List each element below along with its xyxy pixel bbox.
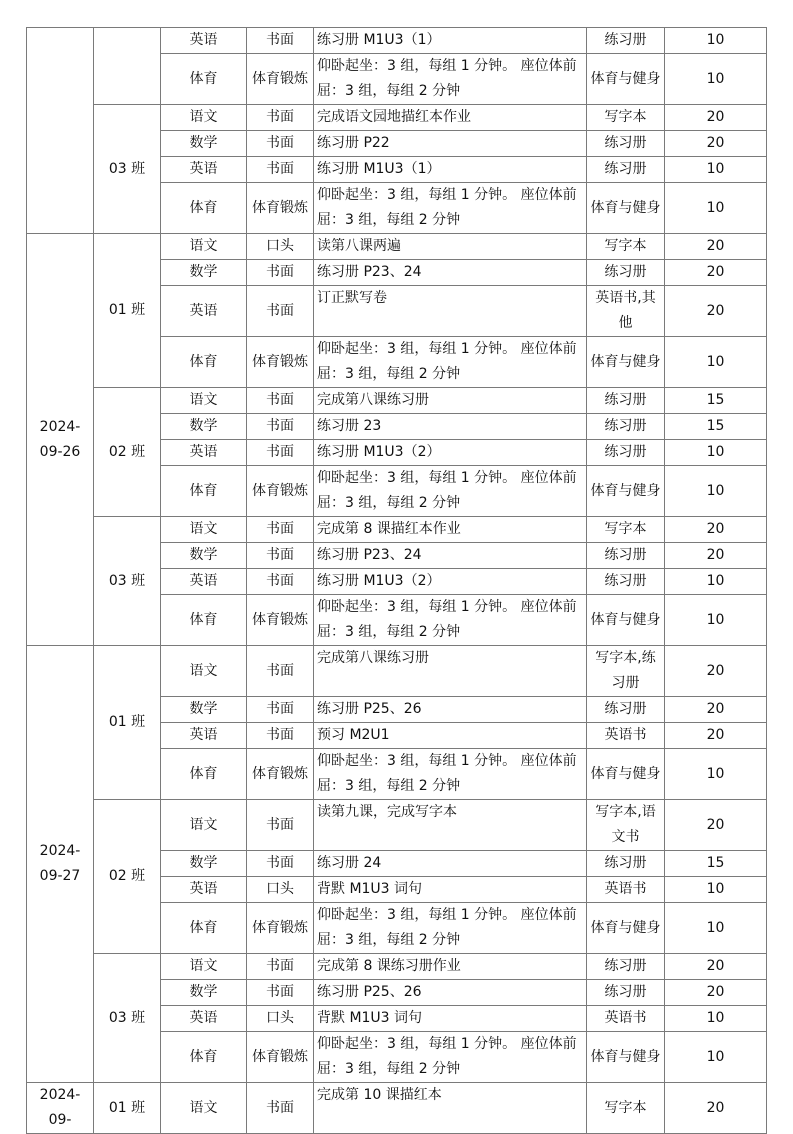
- homework-table-body: [27, 28, 767, 1134]
- homework-type-cell: 口头: [247, 1006, 314, 1032]
- homework-carrier-cell: 练习册: [587, 131, 665, 157]
- homework-type-cell: 体育锻炼: [247, 749, 314, 800]
- homework-carrier-cell: 写字本: [587, 1083, 665, 1134]
- homework-type-cell: 书面: [247, 131, 314, 157]
- homework-content-cell: 练习册 P25、26: [314, 697, 587, 723]
- table-row: [27, 646, 767, 697]
- homework-content-cell: 练习册 M1U3（2）: [314, 569, 587, 595]
- homework-carrier-cell: 练习册: [587, 28, 665, 54]
- subject-cell: 英语: [161, 569, 247, 595]
- homework-carrier-cell: 英语书: [587, 1006, 665, 1032]
- date-cell: 2024-09-27: [27, 646, 94, 1083]
- homework-carrier-cell: 练习册: [587, 388, 665, 414]
- homework-carrier-cell: 体育与健身: [587, 54, 665, 105]
- duration-cell: 10: [665, 569, 767, 595]
- homework-carrier-cell: 练习册: [587, 851, 665, 877]
- homework-type-cell: 书面: [247, 697, 314, 723]
- homework-type-cell: 书面: [247, 723, 314, 749]
- subject-cell: 语文: [161, 388, 247, 414]
- homework-content-cell: 背默 M1U3 词句: [314, 1006, 587, 1032]
- subject-cell: 语文: [161, 954, 247, 980]
- subject-cell: 体育: [161, 54, 247, 105]
- table-row: [27, 1083, 767, 1134]
- homework-content-cell: 仰卧起坐：3 组，每组 1 分钟。 座位体前屈：3 组，每组 2 分钟: [314, 903, 587, 954]
- homework-carrier-cell: 练习册: [587, 697, 665, 723]
- homework-type-cell: 书面: [247, 157, 314, 183]
- duration-cell: 10: [665, 337, 767, 388]
- table-row: [27, 234, 767, 260]
- homework-type-cell: 书面: [247, 28, 314, 54]
- homework-content-cell: 完成第八课练习册: [314, 646, 587, 697]
- duration-cell: 20: [665, 517, 767, 543]
- subject-cell: 语文: [161, 105, 247, 131]
- homework-content-cell: 练习册 M1U3（2）: [314, 440, 587, 466]
- homework-carrier-cell: 练习册: [587, 980, 665, 1006]
- duration-cell: 10: [665, 440, 767, 466]
- homework-type-cell: 体育锻炼: [247, 54, 314, 105]
- class-cell: 03 班: [94, 105, 161, 234]
- subject-cell: 数学: [161, 414, 247, 440]
- homework-carrier-cell: 体育与健身: [587, 595, 665, 646]
- homework-carrier-cell: 写字本: [587, 517, 665, 543]
- homework-type-cell: 书面: [247, 800, 314, 851]
- homework-carrier-cell: 练习册: [587, 954, 665, 980]
- table-row: [27, 954, 767, 980]
- homework-content-cell: 练习册 P25、26: [314, 980, 587, 1006]
- subject-cell: 英语: [161, 28, 247, 54]
- homework-carrier-cell: 写字本: [587, 105, 665, 131]
- homework-carrier-cell: 写字本: [587, 234, 665, 260]
- homework-carrier-cell: 练习册: [587, 543, 665, 569]
- homework-carrier-cell: 写字本,语文书: [587, 800, 665, 851]
- subject-cell: 英语: [161, 286, 247, 337]
- homework-type-cell: 书面: [247, 851, 314, 877]
- subject-cell: 体育: [161, 337, 247, 388]
- duration-cell: 20: [665, 105, 767, 131]
- homework-carrier-cell: 体育与健身: [587, 337, 665, 388]
- duration-cell: 20: [665, 286, 767, 337]
- table-row: [27, 28, 767, 54]
- homework-carrier-cell: 练习册: [587, 414, 665, 440]
- homework-content-cell: 练习册 23: [314, 414, 587, 440]
- homework-type-cell: 体育锻炼: [247, 337, 314, 388]
- table-row: [27, 105, 767, 131]
- homework-content-cell: 练习册 M1U3（1）: [314, 28, 587, 54]
- subject-cell: 体育: [161, 749, 247, 800]
- duration-cell: 20: [665, 723, 767, 749]
- subject-cell: 语文: [161, 517, 247, 543]
- class-cell: 02 班: [94, 388, 161, 517]
- homework-type-cell: 口头: [247, 234, 314, 260]
- class-cell: 03 班: [94, 517, 161, 646]
- table-row: [27, 800, 767, 851]
- homework-type-cell: 书面: [247, 569, 314, 595]
- homework-type-cell: 书面: [247, 980, 314, 1006]
- class-cell: 01 班: [94, 234, 161, 388]
- homework-content-cell: 仰卧起坐：3 组，每组 1 分钟。 座位体前屈：3 组，每组 2 分钟: [314, 466, 587, 517]
- homework-content-cell: 仰卧起坐：3 组，每组 1 分钟。 座位体前屈：3 组，每组 2 分钟: [314, 1032, 587, 1083]
- class-cell: 02 班: [94, 800, 161, 954]
- homework-type-cell: 体育锻炼: [247, 595, 314, 646]
- homework-carrier-cell: 体育与健身: [587, 466, 665, 517]
- homework-type-cell: 书面: [247, 414, 314, 440]
- duration-cell: 10: [665, 749, 767, 800]
- homework-content-cell: 预习 M2U1: [314, 723, 587, 749]
- homework-content-cell: 仰卧起坐：3 组，每组 1 分钟。 座位体前屈：3 组，每组 2 分钟: [314, 749, 587, 800]
- homework-carrier-cell: 体育与健身: [587, 749, 665, 800]
- homework-carrier-cell: 写字本,练习册: [587, 646, 665, 697]
- duration-cell: 20: [665, 131, 767, 157]
- subject-cell: 数学: [161, 260, 247, 286]
- homework-carrier-cell: 体育与健身: [587, 1032, 665, 1083]
- subject-cell: 语文: [161, 800, 247, 851]
- duration-cell: 10: [665, 54, 767, 105]
- subject-cell: 英语: [161, 877, 247, 903]
- duration-cell: 20: [665, 980, 767, 1006]
- homework-carrier-cell: 英语书,其他: [587, 286, 665, 337]
- duration-cell: 10: [665, 183, 767, 234]
- duration-cell: 10: [665, 877, 767, 903]
- homework-content-cell: 练习册 M1U3（1）: [314, 157, 587, 183]
- duration-cell: 10: [665, 1032, 767, 1083]
- homework-carrier-cell: 英语书: [587, 877, 665, 903]
- homework-type-cell: 体育锻炼: [247, 903, 314, 954]
- duration-cell: 20: [665, 234, 767, 260]
- subject-cell: 数学: [161, 851, 247, 877]
- class-cell: 03 班: [94, 954, 161, 1083]
- homework-carrier-cell: 体育与健身: [587, 183, 665, 234]
- homework-type-cell: 书面: [247, 954, 314, 980]
- class-cell: 01 班: [94, 1083, 161, 1134]
- duration-cell: 20: [665, 1083, 767, 1134]
- homework-type-cell: 书面: [247, 646, 314, 697]
- duration-cell: 20: [665, 800, 767, 851]
- homework-type-cell: 口头: [247, 877, 314, 903]
- date-cell: [27, 28, 94, 234]
- subject-cell: 英语: [161, 157, 247, 183]
- homework-content-cell: 订正默写卷: [314, 286, 587, 337]
- homework-content-cell: 完成第八课练习册: [314, 388, 587, 414]
- duration-cell: 15: [665, 388, 767, 414]
- homework-type-cell: 体育锻炼: [247, 1032, 314, 1083]
- subject-cell: 体育: [161, 466, 247, 517]
- class-cell: [94, 28, 161, 105]
- duration-cell: 15: [665, 414, 767, 440]
- homework-content-cell: 仰卧起坐：3 组，每组 1 分钟。 座位体前屈：3 组，每组 2 分钟: [314, 337, 587, 388]
- homework-content-cell: 完成第 10 课描红本: [314, 1083, 587, 1134]
- date-cell: 2024-09-26: [27, 234, 94, 646]
- homework-content-cell: 仰卧起坐：3 组，每组 1 分钟。 座位体前屈：3 组，每组 2 分钟: [314, 183, 587, 234]
- homework-content-cell: 读第九课，完成写字本: [314, 800, 587, 851]
- subject-cell: 体育: [161, 1032, 247, 1083]
- homework-type-cell: 书面: [247, 1083, 314, 1134]
- subject-cell: 语文: [161, 646, 247, 697]
- table-row: [27, 388, 767, 414]
- homework-carrier-cell: 英语书: [587, 723, 665, 749]
- homework-type-cell: 书面: [247, 286, 314, 337]
- table-row: [27, 517, 767, 543]
- subject-cell: 英语: [161, 723, 247, 749]
- homework-type-cell: 书面: [247, 517, 314, 543]
- homework-table: [26, 27, 767, 1134]
- homework-type-cell: 书面: [247, 105, 314, 131]
- date-cell: 2024-09-: [27, 1083, 94, 1134]
- subject-cell: 语文: [161, 234, 247, 260]
- subject-cell: 数学: [161, 543, 247, 569]
- homework-carrier-cell: 练习册: [587, 260, 665, 286]
- homework-type-cell: 书面: [247, 440, 314, 466]
- subject-cell: 英语: [161, 1006, 247, 1032]
- homework-content-cell: 完成第 8 课练习册作业: [314, 954, 587, 980]
- duration-cell: 10: [665, 903, 767, 954]
- homework-content-cell: 练习册 24: [314, 851, 587, 877]
- homework-type-cell: 体育锻炼: [247, 466, 314, 517]
- duration-cell: 10: [665, 28, 767, 54]
- subject-cell: 体育: [161, 903, 247, 954]
- homework-type-cell: 书面: [247, 543, 314, 569]
- class-cell: 01 班: [94, 646, 161, 800]
- duration-cell: 10: [665, 157, 767, 183]
- homework-type-cell: 体育锻炼: [247, 183, 314, 234]
- duration-cell: 20: [665, 646, 767, 697]
- subject-cell: 体育: [161, 183, 247, 234]
- subject-cell: 数学: [161, 697, 247, 723]
- homework-content-cell: 练习册 P23、24: [314, 543, 587, 569]
- homework-content-cell: 读第八课两遍: [314, 234, 587, 260]
- duration-cell: 15: [665, 851, 767, 877]
- duration-cell: 20: [665, 543, 767, 569]
- homework-type-cell: 书面: [247, 388, 314, 414]
- homework-carrier-cell: 练习册: [587, 157, 665, 183]
- duration-cell: 10: [665, 595, 767, 646]
- homework-carrier-cell: 练习册: [587, 569, 665, 595]
- homework-carrier-cell: 体育与健身: [587, 903, 665, 954]
- homework-content-cell: 完成第 8 课描红本作业: [314, 517, 587, 543]
- duration-cell: 20: [665, 697, 767, 723]
- homework-content-cell: 完成语文园地描红本作业: [314, 105, 587, 131]
- subject-cell: 数学: [161, 131, 247, 157]
- homework-content-cell: 仰卧起坐：3 组，每组 1 分钟。 座位体前屈：3 组，每组 2 分钟: [314, 54, 587, 105]
- duration-cell: 20: [665, 260, 767, 286]
- homework-content-cell: 背默 M1U3 词句: [314, 877, 587, 903]
- homework-carrier-cell: 练习册: [587, 440, 665, 466]
- homework-content-cell: 仰卧起坐：3 组，每组 1 分钟。 座位体前屈：3 组，每组 2 分钟: [314, 595, 587, 646]
- homework-content-cell: 练习册 P23、24: [314, 260, 587, 286]
- subject-cell: 英语: [161, 440, 247, 466]
- duration-cell: 10: [665, 1006, 767, 1032]
- subject-cell: 数学: [161, 980, 247, 1006]
- homework-content-cell: 练习册 P22: [314, 131, 587, 157]
- duration-cell: 10: [665, 466, 767, 517]
- duration-cell: 20: [665, 954, 767, 980]
- homework-type-cell: 书面: [247, 260, 314, 286]
- subject-cell: 体育: [161, 595, 247, 646]
- subject-cell: 语文: [161, 1083, 247, 1134]
